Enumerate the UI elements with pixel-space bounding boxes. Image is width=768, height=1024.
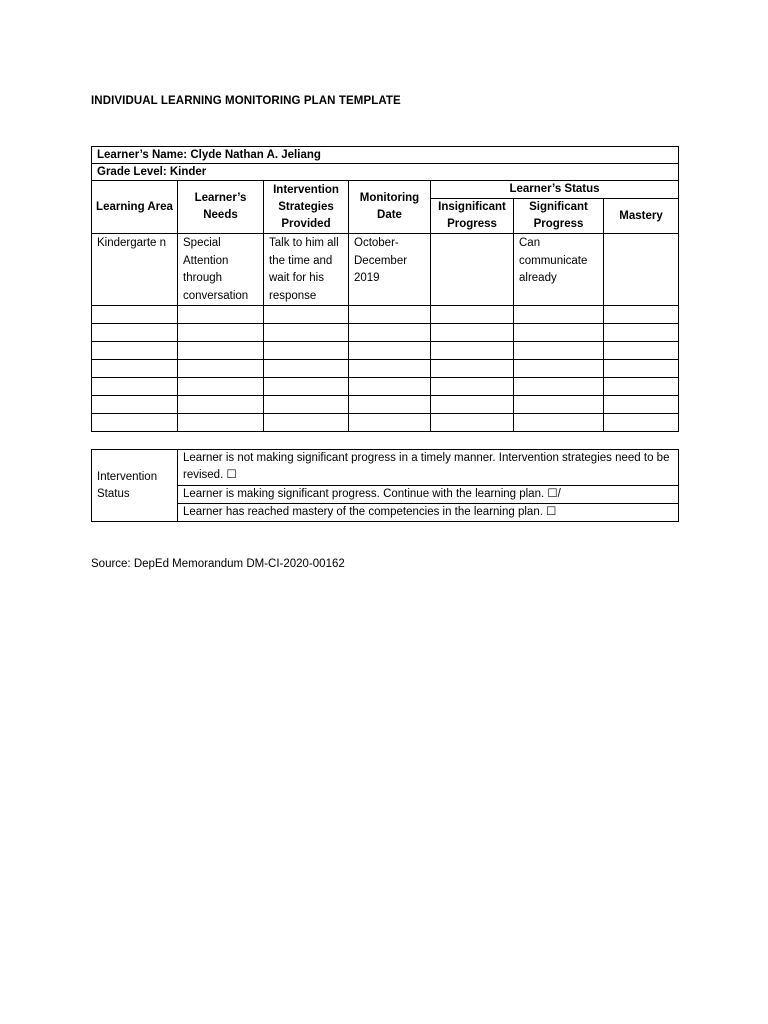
- status-option-progressing: Learner is making significant progress. Continue with the learning plan. ☐/: [178, 486, 679, 504]
- empty-table-row: [92, 396, 679, 414]
- empty-cell: [604, 306, 679, 324]
- empty-cell: [264, 306, 349, 324]
- document-title: INDIVIDUAL LEARNING MONITORING PLAN TEMPLATE: [91, 95, 401, 107]
- empty-cell: [349, 342, 431, 360]
- empty-cell: [264, 342, 349, 360]
- header-insignificant-progress: Insignificant Progress: [431, 199, 514, 234]
- cell-monitoring-date: October-December 2019: [349, 234, 431, 306]
- empty-cell: [604, 360, 679, 378]
- header-learners-status: Learner’s Status: [431, 181, 679, 199]
- empty-cell: [431, 378, 514, 396]
- empty-cell: [92, 378, 178, 396]
- empty-cell: [514, 342, 604, 360]
- grade-level: Grade Level: Kinder: [92, 164, 679, 181]
- empty-cell: [349, 306, 431, 324]
- empty-cell: [604, 414, 679, 432]
- cell-mastery: [604, 234, 679, 306]
- empty-cell: [264, 360, 349, 378]
- status-option-not-progressing: Learner is not making significant progress in a timely manner. Intervention strategies need to be revised. ☐: [178, 450, 679, 486]
- source-note: Source: DepEd Memorandum DM-CI-2020-00162: [91, 558, 345, 570]
- empty-table-row: [92, 324, 679, 342]
- empty-cell: [514, 378, 604, 396]
- empty-cell: [178, 396, 264, 414]
- empty-cell: [178, 306, 264, 324]
- empty-cell: [431, 306, 514, 324]
- empty-cell: [92, 360, 178, 378]
- empty-cell: [349, 360, 431, 378]
- empty-cell: [349, 324, 431, 342]
- empty-cell: [178, 342, 264, 360]
- empty-cell: [514, 306, 604, 324]
- empty-cell: [514, 360, 604, 378]
- empty-cell: [349, 396, 431, 414]
- empty-cell: [178, 378, 264, 396]
- empty-cell: [349, 414, 431, 432]
- empty-cell: [92, 324, 178, 342]
- empty-cell: [604, 396, 679, 414]
- empty-cell: [431, 414, 514, 432]
- cell-significant: Can communicate already: [514, 234, 604, 306]
- cell-intervention: Talk to him all the time and wait for his response: [264, 234, 349, 306]
- empty-cell: [178, 414, 264, 432]
- header-learners-needs: Learner’s Needs: [178, 181, 264, 234]
- empty-cell: [431, 360, 514, 378]
- empty-cell: [349, 378, 431, 396]
- empty-cell: [178, 360, 264, 378]
- empty-cell: [514, 324, 604, 342]
- cell-learners-needs: Special Attention through conversation: [178, 234, 264, 306]
- empty-cell: [264, 378, 349, 396]
- empty-table-row: [92, 414, 679, 432]
- intervention-status-label: Intervention Status: [92, 450, 178, 522]
- empty-cell: [431, 396, 514, 414]
- intervention-status-table: [91, 449, 679, 522]
- header-mastery: Mastery: [604, 199, 679, 234]
- empty-cell: [514, 396, 604, 414]
- empty-table-row: [92, 378, 679, 396]
- empty-table-row: [92, 360, 679, 378]
- empty-cell: [604, 342, 679, 360]
- empty-cell: [92, 306, 178, 324]
- empty-cell: [264, 396, 349, 414]
- header-monitoring-date: Monitoring Date: [349, 181, 431, 234]
- monitoring-plan-table: [91, 146, 679, 432]
- empty-cell: [92, 414, 178, 432]
- header-intervention-strategies: Intervention Strategies Provided: [264, 181, 349, 234]
- empty-table-row: [92, 342, 679, 360]
- empty-cell: [178, 324, 264, 342]
- empty-cell: [431, 342, 514, 360]
- empty-cell: [264, 414, 349, 432]
- empty-table-row: [92, 306, 679, 324]
- header-learning-area: Learning Area: [92, 181, 178, 234]
- cell-learning-area: Kindergarte n: [92, 234, 178, 306]
- empty-cell: [431, 324, 514, 342]
- status-option-mastery: Learner has reached mastery of the competencies in the learning plan. ☐: [178, 504, 679, 522]
- empty-cell: [92, 396, 178, 414]
- empty-cell: [604, 324, 679, 342]
- empty-cell: [604, 378, 679, 396]
- empty-cell: [514, 414, 604, 432]
- table-row: [92, 234, 679, 306]
- cell-insignificant: [431, 234, 514, 306]
- header-significant-progress: Significant Progress: [514, 199, 604, 234]
- empty-cell: [264, 324, 349, 342]
- learner-name: Learner’s Name: Clyde Nathan A. Jeliang: [92, 147, 679, 164]
- empty-cell: [92, 342, 178, 360]
